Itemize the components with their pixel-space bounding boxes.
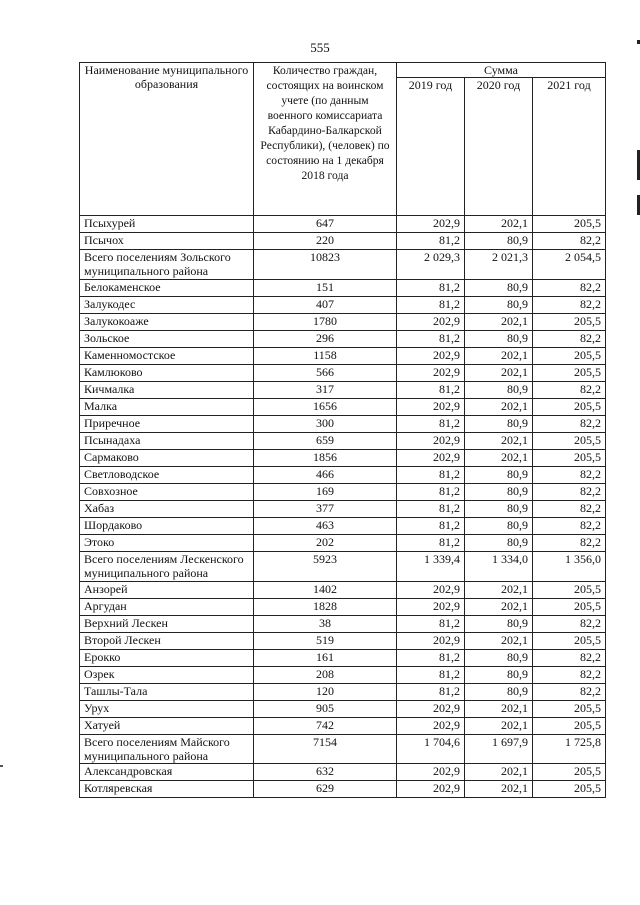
cell-2021: 1 356,0 [533, 551, 606, 581]
table-row [80, 500, 606, 517]
cell-2021: 205,5 [533, 700, 606, 717]
cell-2021: 205,5 [533, 632, 606, 649]
cell-2020: 202,1 [465, 717, 533, 734]
cell-2020: 202,1 [465, 449, 533, 466]
cell-2021: 205,5 [533, 313, 606, 330]
table-row [80, 764, 606, 781]
cell-2021: 205,5 [533, 398, 606, 415]
table-row [80, 615, 606, 632]
cell-name: Псынадаха [80, 432, 254, 449]
cell-2020: 80,9 [465, 330, 533, 347]
cell-2019: 202,9 [397, 432, 465, 449]
cell-count: 629 [254, 781, 397, 798]
cell-2019: 202,9 [397, 717, 465, 734]
cell-count: 7154 [254, 734, 397, 764]
cell-2020: 202,1 [465, 364, 533, 381]
cell-2021: 205,5 [533, 347, 606, 364]
cell-2019: 1 339,4 [397, 551, 465, 581]
allocation-table [79, 62, 606, 798]
cell-2021: 82,2 [533, 233, 606, 250]
cell-2020: 80,9 [465, 517, 533, 534]
header-year-2021: 2021 год [533, 78, 606, 216]
cell-name: Ташлы-Тала [80, 683, 254, 700]
cell-2019: 202,9 [397, 598, 465, 615]
cell-2021: 82,2 [533, 649, 606, 666]
cell-2021: 82,2 [533, 466, 606, 483]
cell-2020: 202,1 [465, 632, 533, 649]
cell-name: Шордаково [80, 517, 254, 534]
cell-2019: 81,2 [397, 615, 465, 632]
cell-2020: 80,9 [465, 649, 533, 666]
cell-2021: 205,5 [533, 781, 606, 798]
table-row [80, 483, 606, 500]
cell-name: Белокаменское [80, 279, 254, 296]
cell-name: Приречное [80, 415, 254, 432]
cell-2019: 81,2 [397, 466, 465, 483]
cell-2021: 82,2 [533, 279, 606, 296]
table-body [80, 216, 606, 798]
cell-2020: 80,9 [465, 466, 533, 483]
cell-2021: 1 725,8 [533, 734, 606, 764]
cell-name: Хатуей [80, 717, 254, 734]
cell-2020: 202,1 [465, 347, 533, 364]
cell-count: 742 [254, 717, 397, 734]
cell-2021: 205,5 [533, 216, 606, 233]
cell-2020: 202,1 [465, 764, 533, 781]
table-row [80, 466, 606, 483]
cell-2020: 80,9 [465, 381, 533, 398]
cell-count: 208 [254, 666, 397, 683]
cell-name: Малка [80, 398, 254, 415]
cell-name: Аргудан [80, 598, 254, 615]
cell-name: Камлюково [80, 364, 254, 381]
cell-2021: 205,5 [533, 432, 606, 449]
cell-count: 120 [254, 683, 397, 700]
table-row [80, 666, 606, 683]
cell-name: Каменномостское [80, 347, 254, 364]
cell-2020: 80,9 [465, 534, 533, 551]
cell-2021: 82,2 [533, 483, 606, 500]
cell-2020: 202,1 [465, 432, 533, 449]
cell-2020: 202,1 [465, 598, 533, 615]
cell-count: 632 [254, 764, 397, 781]
cell-2021: 205,5 [533, 364, 606, 381]
cell-2021: 82,2 [533, 296, 606, 313]
cell-2020: 80,9 [465, 233, 533, 250]
cell-2020: 80,9 [465, 615, 533, 632]
header-name: Наименование муниципального образования [80, 63, 254, 216]
cell-count: 1828 [254, 598, 397, 615]
cell-2021: 82,2 [533, 615, 606, 632]
cell-name: Хабаз [80, 500, 254, 517]
cell-2019: 202,9 [397, 313, 465, 330]
cell-name: Озрек [80, 666, 254, 683]
cell-2019: 202,9 [397, 347, 465, 364]
table-row [80, 415, 606, 432]
table-row [80, 734, 606, 764]
cell-2019: 81,2 [397, 381, 465, 398]
cell-name: Урух [80, 700, 254, 717]
cell-2021: 82,2 [533, 500, 606, 517]
cell-count: 161 [254, 649, 397, 666]
cell-2020: 202,1 [465, 398, 533, 415]
cell-count: 1402 [254, 581, 397, 598]
table-row [80, 216, 606, 233]
table-row [80, 250, 606, 280]
cell-name: Светловодское [80, 466, 254, 483]
cell-2019: 81,2 [397, 649, 465, 666]
cell-count: 10823 [254, 250, 397, 280]
cell-2020: 202,1 [465, 581, 533, 598]
table-row [80, 534, 606, 551]
cell-name: Всего поселениям Зольского муниципального района [80, 250, 254, 280]
cell-count: 202 [254, 534, 397, 551]
cell-2021: 205,5 [533, 581, 606, 598]
cell-2021: 82,2 [533, 666, 606, 683]
cell-2019: 1 704,6 [397, 734, 465, 764]
cell-name: Котляревская [80, 781, 254, 798]
cell-name: Ерокко [80, 649, 254, 666]
cell-2019: 202,9 [397, 364, 465, 381]
cell-name: Сармаково [80, 449, 254, 466]
cell-2020: 202,1 [465, 700, 533, 717]
cell-count: 169 [254, 483, 397, 500]
cell-count: 1158 [254, 347, 397, 364]
cell-2019: 202,9 [397, 216, 465, 233]
scan-edge-mark [0, 765, 3, 767]
cell-2021: 82,2 [533, 517, 606, 534]
cell-count: 566 [254, 364, 397, 381]
cell-count: 1856 [254, 449, 397, 466]
table-row [80, 598, 606, 615]
cell-2020: 80,9 [465, 296, 533, 313]
cell-2019: 202,9 [397, 781, 465, 798]
table-header [80, 63, 606, 216]
cell-2021: 205,5 [533, 717, 606, 734]
cell-2020: 80,9 [465, 279, 533, 296]
cell-name: Всего поселениям Лескенского муниципального района [80, 551, 254, 581]
cell-2019: 81,2 [397, 500, 465, 517]
cell-2020: 202,1 [465, 313, 533, 330]
cell-count: 377 [254, 500, 397, 517]
cell-2020: 80,9 [465, 500, 533, 517]
table-row [80, 649, 606, 666]
cell-name: Псыхурей [80, 216, 254, 233]
table-row [80, 517, 606, 534]
cell-count: 905 [254, 700, 397, 717]
cell-2021: 205,5 [533, 449, 606, 466]
cell-count: 38 [254, 615, 397, 632]
table-row [80, 700, 606, 717]
table-row [80, 398, 606, 415]
cell-2021: 82,2 [533, 415, 606, 432]
cell-2019: 81,2 [397, 534, 465, 551]
cell-name: Верхний Лескен [80, 615, 254, 632]
cell-name: Александровская [80, 764, 254, 781]
header-year-2019: 2019 год [397, 78, 465, 216]
cell-name: Зольское [80, 330, 254, 347]
cell-name: Кичмалка [80, 381, 254, 398]
header-year-2020: 2020 год [465, 78, 533, 216]
table-row [80, 551, 606, 581]
cell-count: 1656 [254, 398, 397, 415]
table-row [80, 632, 606, 649]
cell-2019: 81,2 [397, 683, 465, 700]
cell-name: Этоко [80, 534, 254, 551]
cell-count: 466 [254, 466, 397, 483]
cell-2021: 82,2 [533, 381, 606, 398]
table-row [80, 683, 606, 700]
cell-count: 1780 [254, 313, 397, 330]
cell-count: 519 [254, 632, 397, 649]
table-row [80, 364, 606, 381]
cell-2020: 80,9 [465, 483, 533, 500]
table-row [80, 449, 606, 466]
cell-name: Второй Лескен [80, 632, 254, 649]
table-row [80, 781, 606, 798]
table-row [80, 581, 606, 598]
cell-2020: 80,9 [465, 666, 533, 683]
cell-2019: 81,2 [397, 233, 465, 250]
cell-2019: 81,2 [397, 666, 465, 683]
cell-name: Анзорей [80, 581, 254, 598]
cell-2019: 202,9 [397, 764, 465, 781]
cell-2021: 205,5 [533, 764, 606, 781]
cell-2019: 81,2 [397, 517, 465, 534]
cell-2019: 81,2 [397, 296, 465, 313]
header-sum: Сумма [397, 63, 606, 78]
cell-name: Залукодес [80, 296, 254, 313]
cell-count: 5923 [254, 551, 397, 581]
cell-count: 317 [254, 381, 397, 398]
cell-2020: 1 334,0 [465, 551, 533, 581]
table-row [80, 296, 606, 313]
cell-2020: 80,9 [465, 415, 533, 432]
table-row [80, 330, 606, 347]
cell-2019: 81,2 [397, 330, 465, 347]
header-count: Количество граждан, состоящих на воинском учете (по данным военного комиссариата Кабардино-Балкарской Республики), (человек) по состоянию на 1 декабря 2018 года [254, 63, 397, 216]
cell-count: 296 [254, 330, 397, 347]
cell-2019: 81,2 [397, 279, 465, 296]
cell-name: Совхозное [80, 483, 254, 500]
cell-2020: 202,1 [465, 216, 533, 233]
cell-2021: 82,2 [533, 683, 606, 700]
cell-count: 151 [254, 279, 397, 296]
table-row [80, 347, 606, 364]
cell-count: 300 [254, 415, 397, 432]
cell-count: 407 [254, 296, 397, 313]
cell-2019: 202,9 [397, 398, 465, 415]
cell-2019: 202,9 [397, 632, 465, 649]
cell-name: Псычох [80, 233, 254, 250]
cell-2019: 2 029,3 [397, 250, 465, 280]
cell-2019: 202,9 [397, 581, 465, 598]
table-row [80, 432, 606, 449]
cell-2020: 1 697,9 [465, 734, 533, 764]
cell-count: 659 [254, 432, 397, 449]
cell-2021: 82,2 [533, 330, 606, 347]
cell-count: 463 [254, 517, 397, 534]
cell-name: Всего поселениям Майского муниципального района [80, 734, 254, 764]
cell-2020: 80,9 [465, 683, 533, 700]
cell-name: Залукокоаже [80, 313, 254, 330]
cell-2021: 82,2 [533, 534, 606, 551]
cell-2020: 2 021,3 [465, 250, 533, 280]
cell-2019: 202,9 [397, 449, 465, 466]
table-row [80, 717, 606, 734]
table-row [80, 381, 606, 398]
table-row [80, 233, 606, 250]
cell-2021: 2 054,5 [533, 250, 606, 280]
cell-2019: 81,2 [397, 483, 465, 500]
cell-2019: 81,2 [397, 415, 465, 432]
table-row [80, 313, 606, 330]
cell-count: 647 [254, 216, 397, 233]
cell-2019: 202,9 [397, 700, 465, 717]
cell-2020: 202,1 [465, 781, 533, 798]
page-number: 555 [310, 40, 330, 55]
table-row [80, 279, 606, 296]
cell-count: 220 [254, 233, 397, 250]
cell-2021: 205,5 [533, 598, 606, 615]
